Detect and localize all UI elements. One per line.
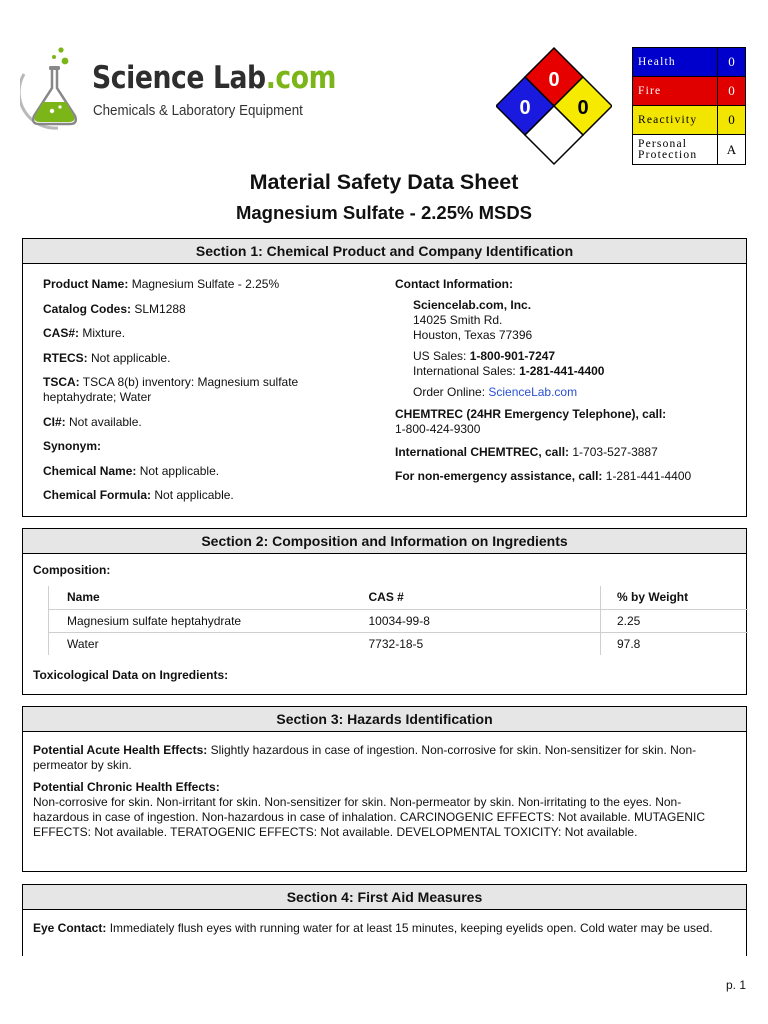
hmis-row-personal-protection (633, 135, 745, 164)
hmis-row-fire (633, 77, 745, 106)
logo-tagline: Chemicals & Laboratory Equipment (93, 103, 303, 119)
composition-label: Composition: (33, 563, 111, 577)
section-2-composition (22, 528, 747, 695)
section-4-first-aid (22, 884, 747, 956)
nfpa-diamond (496, 46, 612, 166)
flask-icon (20, 44, 90, 132)
section-3-hazards (22, 706, 747, 872)
eye-contact: Eye Contact: Immediately flush eyes with running water for at least 15 minutes, keeping eyelids open. Cold water may be used. (33, 921, 713, 935)
hmis-label: Health (638, 55, 676, 68)
hmis-value: 0 (717, 106, 745, 134)
table-row (49, 609, 749, 632)
contact-info (395, 277, 735, 484)
toxicological-data-label: Toxicological Data on Ingredients: (33, 668, 229, 682)
nfpa-reactivity-value: 0 (577, 97, 589, 119)
hmis-value: 0 (717, 48, 745, 76)
nfpa-health-value: 0 (519, 97, 531, 119)
sciencelab-logo (20, 44, 337, 134)
company-name: Sciencelab.com, Inc. (413, 298, 532, 312)
table-cell: 97.8 (617, 636, 641, 651)
non-emergency-field: For non-emergency assistance, call: 1-281-441-4400 (395, 469, 692, 483)
hazards-body (33, 743, 733, 847)
table-cell: Magnesium sulfate heptahydrate (49, 609, 351, 632)
hmis-value: 0 (717, 77, 745, 105)
catalog-codes-field: Catalog Codes: SLM1288 (43, 301, 186, 316)
tsca-field: TSCA: TSCA 8(b) inventory: Magnesium sulfate heptahydrate; Water (43, 375, 299, 404)
intl-chemtrec-field: International CHEMTREC, call: 1-703-527-3887 (395, 445, 658, 459)
hmis-value: A (717, 135, 745, 164)
document-title: Material Safety Data Sheet (249, 170, 519, 194)
section-header: Section 1: Chemical Product and Company Identification (23, 239, 746, 264)
table-cell: 2.25 (601, 609, 749, 632)
chemtrec-field: CHEMTREC (24HR Emergency Telephone), call: 1-800-424-9300 (395, 407, 667, 436)
section-header: Section 3: Hazards Identification (23, 707, 746, 732)
column-header: CAS # (351, 586, 601, 609)
logo-wordmark: Science Lab.com (92, 60, 337, 96)
address-line-1: 14025 Smith Rd. (413, 313, 503, 327)
sciencelab-link[interactable]: ScienceLab.com (488, 385, 578, 399)
cas-field: CAS#: Mixture. (43, 326, 126, 340)
column-header: Name (49, 586, 351, 609)
table-cell: 10034-99-8 (351, 609, 601, 632)
ci-field: CI#: Not available. (43, 414, 142, 429)
table-cell: Water (49, 632, 351, 655)
hmis-row-reactivity (633, 106, 745, 135)
synonym-field: Synonym: (43, 439, 102, 453)
section-header: Section 4: First Aid Measures (23, 885, 746, 910)
rtecs-field: RTECS: Not applicable. (43, 350, 171, 365)
hmis-label: Fire (638, 84, 662, 97)
order-online: Order Online: ScienceLab.com (413, 385, 578, 399)
chronic-effects: Potential Chronic Health Effects: Non-corrosive for skin. Non-irritant for skin. Non-sensitizer for skin. Non-permeator by skin. Non-irritating to the eyes. Non-hazardous in case of ingestion. Non-hazardous in case of inhalation. CARCINOGENIC EFFECTS: Not available. MUTAGENIC EFFECTS: Not available. TERATOGENIC EFFECTS: Not available. DEVELOPMENTAL TOXICITY: Not available. (33, 780, 706, 839)
composition-table (48, 586, 748, 655)
address-line-2: Houston, Texas 77396 (413, 328, 533, 342)
page-number: p. 1 (725, 978, 746, 992)
chemical-name-field: Chemical Name: Not applicable. (43, 463, 220, 478)
table-header-row (49, 586, 749, 609)
us-sales: US Sales: 1-800-901-7247 (413, 349, 556, 363)
hmis-label: Reactivity (638, 113, 698, 126)
hmis-rating-table (632, 47, 746, 165)
first-aid-body (33, 921, 733, 936)
table-row (49, 632, 749, 655)
section-1-identification (22, 238, 747, 517)
table-cell: 7732-18-5 (351, 632, 601, 655)
column-header: % by Weight (601, 586, 749, 609)
section-header: Section 2: Composition and Information on Ingredients (23, 529, 746, 554)
acute-effects: Potential Acute Health Effects: Slightly hazardous in case of ingestion. Non-corrosive for skin. Non-sensitizer for skin. Non-permeator by skin. (33, 743, 697, 772)
product-name-field: Product Name: Magnesium Sulfate - 2.25% (43, 277, 280, 291)
document-subtitle: Magnesium Sulfate - 2.25% MSDS (235, 202, 533, 223)
international-sales: International Sales: 1-281-441-4400 (413, 364, 605, 378)
hmis-row-health (633, 48, 745, 77)
nfpa-fire-value: 0 (548, 69, 560, 91)
product-info (43, 277, 363, 513)
contact-label: Contact Information: (395, 277, 513, 291)
hmis-label: Personal Protection (638, 137, 698, 161)
chemical-formula-field: Chemical Formula: Not applicable. (43, 488, 234, 502)
